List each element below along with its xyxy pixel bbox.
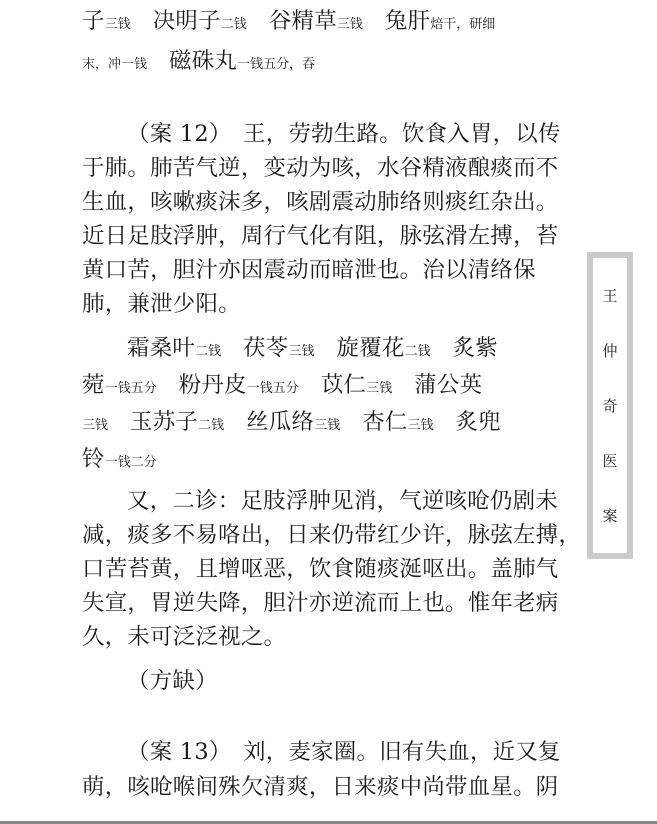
text-run: 生血，咳嗽痰沫多，咳剧震动肺络则痰红杂出。	[82, 189, 559, 215]
text-run: 玉苏子	[130, 409, 199, 435]
text-line	[82, 4, 495, 42]
text-line	[82, 518, 581, 552]
text-run: 减，痰多不易咯出，日来仍带红少许，脉弦左搏，	[82, 522, 582, 548]
dosage-note: 三钱	[336, 17, 363, 32]
dosage-note: 二钱	[195, 344, 222, 359]
text-run: （案 13） 刘，麦家圈。旧有失血，近又复	[127, 739, 561, 765]
side-tab-char: 仲	[602, 341, 618, 360]
dosage-note: 三钱	[407, 418, 434, 433]
text-line	[127, 117, 561, 151]
text-run: 铃	[82, 446, 105, 472]
text-run: 旋覆花	[336, 335, 405, 361]
text-run: 黄口苦，胆汁亦因震动而暗泄也。治以清络保	[82, 257, 536, 283]
text-run: 子	[82, 8, 105, 34]
text-run: 口苦苔黄，且增呕恶，饮食随痰涎呕出。盖肺气	[82, 556, 559, 582]
text-run: 丝瓜络	[246, 409, 315, 435]
text-run: （方缺）	[127, 668, 218, 694]
side-tab-char: 奇	[602, 396, 618, 415]
text-line	[82, 405, 501, 443]
text-run: 炙兜	[455, 409, 501, 435]
text-run: 杏仁	[362, 409, 408, 435]
dosage-note: 二钱	[404, 344, 431, 359]
dosage-note: 一钱二分	[104, 455, 157, 470]
dosage-note: 一钱五分	[246, 381, 299, 396]
text-line	[82, 151, 559, 185]
text-line	[127, 664, 218, 698]
text-run: 苡仁	[320, 372, 367, 398]
text-line	[82, 219, 559, 253]
text-run: 谷精草	[268, 8, 337, 34]
dosage-note: 三钱	[288, 344, 315, 359]
text-line	[82, 253, 536, 287]
text-run: 粉丹皮	[178, 372, 247, 398]
text-run: 蒲公英	[414, 372, 483, 398]
text-line	[82, 368, 482, 406]
text-line	[82, 185, 559, 219]
dosage-note: 三钱	[104, 17, 131, 32]
dosage-note: 一钱五分	[104, 381, 157, 396]
text-line	[127, 331, 498, 369]
text-line	[127, 484, 558, 518]
text-run: 久，未可泛泛视之。	[82, 624, 287, 650]
text-line	[82, 442, 157, 480]
text-run: 霜桑叶	[127, 335, 196, 361]
text-line	[82, 586, 559, 620]
text-line	[82, 770, 559, 804]
text-run: 茯苓	[243, 335, 289, 361]
dosage-note: 三钱	[82, 418, 109, 433]
dosage-note: 末，冲一钱	[82, 57, 148, 72]
side-tab-inner	[593, 258, 627, 553]
text-run: 又，二诊：足肢浮肿见消，气逆咳呛仍剧未	[127, 488, 559, 514]
book-title-side-tab	[587, 252, 633, 559]
text-run: 决明子	[152, 8, 221, 34]
side-tab-char: 医	[602, 451, 618, 470]
dosage-note: 二钱	[198, 418, 225, 433]
text-line	[82, 552, 559, 586]
side-tab-char: 王	[602, 286, 618, 305]
text-run: 磁硃丸	[169, 48, 238, 74]
text-run: 近日足肢浮肿，周行气化有阻，脉弦滑左搏，苔	[82, 223, 559, 249]
text-run: 失宣，胃逆失降，胆汁亦逆流而上也。惟年老病	[82, 590, 559, 616]
dosage-note: 三钱	[366, 381, 393, 396]
text-run: 兔肝	[384, 8, 431, 34]
text-run: 于肺。肺苦气逆，变动为咳，水谷精液酿痰而不	[82, 155, 559, 181]
text-line	[127, 735, 561, 769]
dosage-note: 一钱五分，吞	[237, 57, 316, 72]
dosage-note: 三钱	[314, 418, 341, 433]
side-tab-char: 案	[602, 506, 618, 525]
text-run: （案 12） 王，劳勃生路。饮食入胃，以传	[127, 121, 561, 147]
text-run: 肺，兼泄少阳。	[82, 291, 241, 317]
text-line	[82, 287, 241, 321]
text-run: 炙紫	[452, 335, 498, 361]
dosage-note: 二钱	[220, 17, 247, 32]
text-line	[82, 620, 286, 654]
text-line	[82, 44, 315, 82]
dosage-note: 焙干，研细	[430, 17, 496, 32]
text-run: 菀	[82, 372, 105, 398]
text-run: 萌，咳呛喉间殊欠清爽，日来痰中尚带血星。阴	[82, 774, 559, 800]
